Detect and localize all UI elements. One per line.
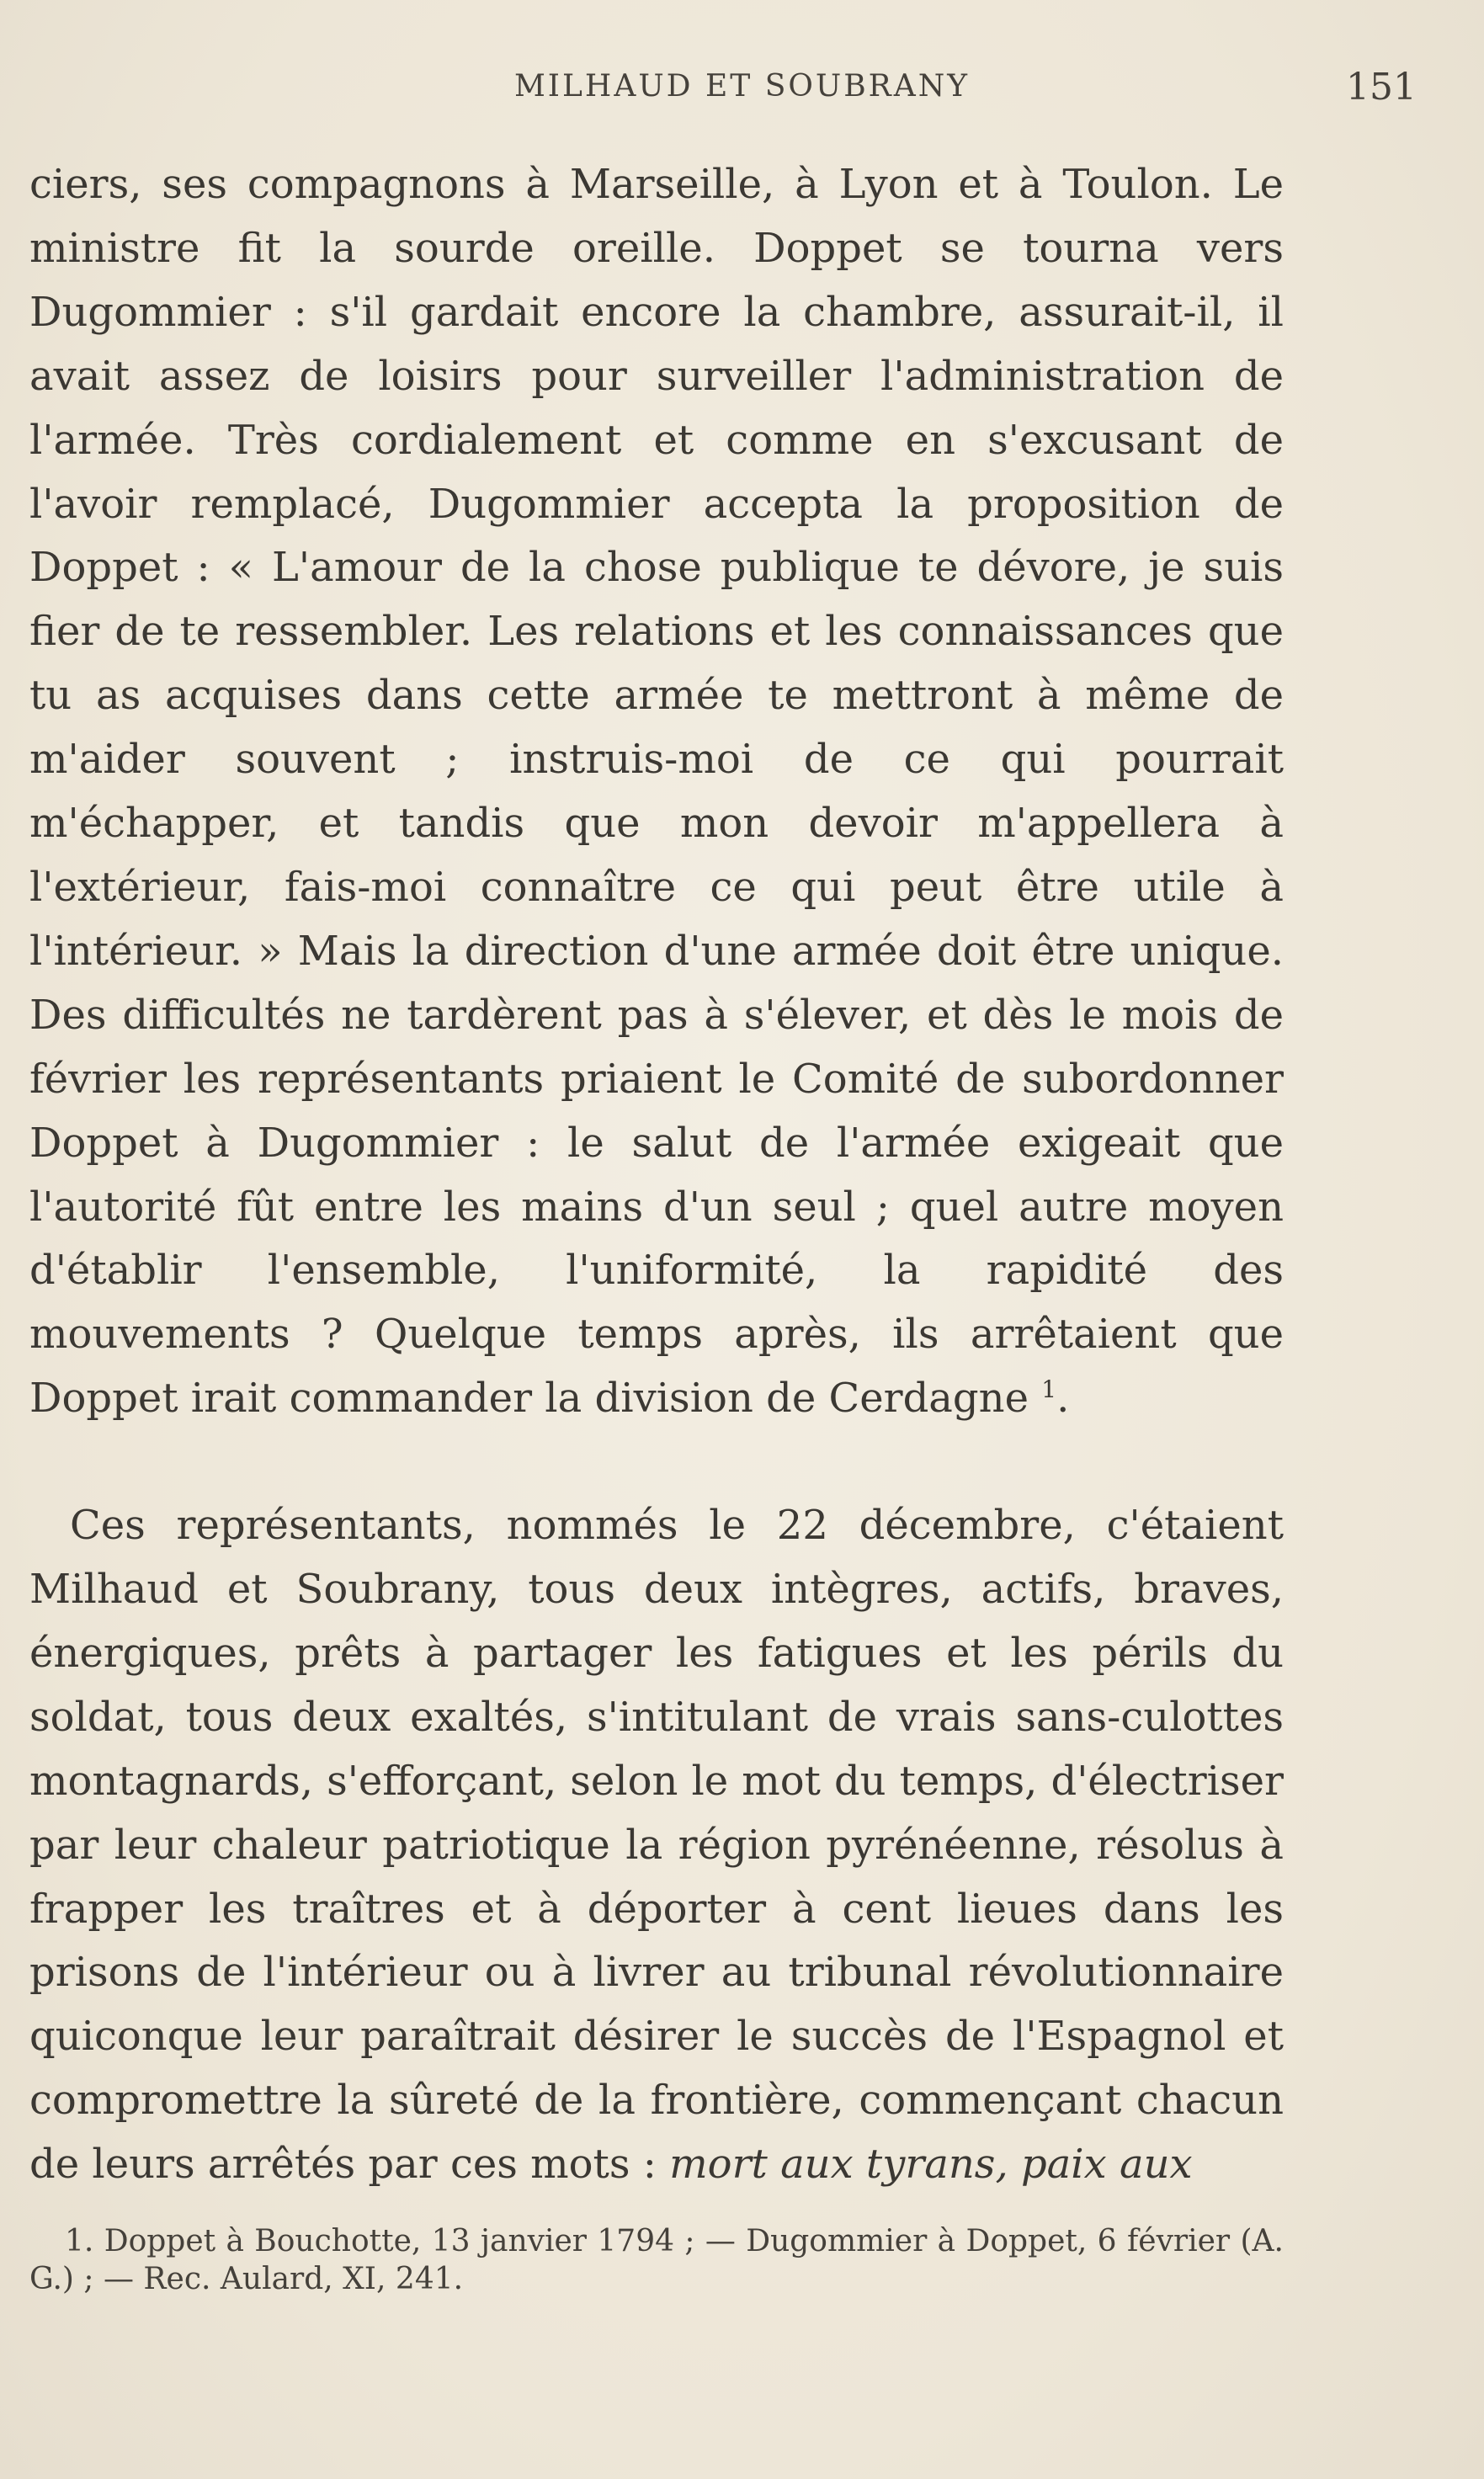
running-head: MILHAUD ET SOUBRANY	[513, 69, 971, 104]
paragraph-1	[29, 153, 1284, 1431]
paragraph-1-text: ciers, ses compagnons à Marseille, à Lyon et à Toulon. Le ministre fit la sourde oreille. Doppet se tourna vers Dugommier : s'il gardait encore la chambre, assurait-il, il avait assez de loisirs pour surveiller l'administration de l'armée. Très cordialement et comme en s'excusant de l'avoir remplacé, Dugommier accepta la proposition de Doppet : « L'amour de la chose publique te dévore, je suis fier de te ressembler. Les relations et les connaissances que tu as acquises dans cette armée te mettront à même de m'aider souvent ; instruis-moi de ce qui pourrait m'échapper, et tandis que mon devoir m'appellera à l'extérieur, fais-moi connaître ce qui peut être utile à l'intérieur. » Mais la direction d'une armée doit être unique. Des difficultés ne tardèrent pas à s'élever, et dès le mois de février les représentants priaient le Comité de subordonner Doppet à Dugommier : le salut de l'armée exigeait que l'autorité fût entre les mains d'un seul ; quel autre moyen d'établir l'ensemble, l'uniformité, la rapidité des mouvements ? Quelque temps après, ils arrêtaient que Doppet irait commander la division de Cerdagne	[29, 161, 1284, 1423]
paragraph-2-text: Ces représentants, nommés le 22 décembre, c'étaient Milhaud et Soubrany, tous deux intègres, actifs, braves, énergiques, prêts à partager les fatigues et les périls du soldat, tous deux exaltés, s'intitulant de vrais sans-culottes montagnards, s'efforçant, selon le mot du temps, d'électriser par leur chaleur patriotique la région pyrénéenne, résolus à frapper les traîtres et à déporter à cent lieues dans les prisons de l'intérieur ou à livrer au tribunal révolutionnaire quiconque leur paraîtrait désirer le succès de l'Espagnol et compromettre la sûreté de la frontière, commençant chacun de leurs arrêtés par ces mots :	[29, 1502, 1284, 2189]
footnote: 1. Doppet à Bouchotte, 13 janvier 1794 ; — Dugommier à Doppet, 6 février (A. G.) ; — Rec. Aulard, XI, 241.	[29, 2224, 1284, 2296]
paragraph-2-italic: mort aux tyrans, paix aux	[669, 2141, 1193, 2189]
body-text	[29, 153, 1284, 2197]
paragraph-2	[29, 1494, 1284, 2197]
page-number: 151	[1346, 66, 1417, 109]
footnote-marker: 1	[1041, 1375, 1057, 1404]
paragraph-1-end: .	[1056, 1375, 1070, 1423]
page-header	[34, 66, 1450, 120]
